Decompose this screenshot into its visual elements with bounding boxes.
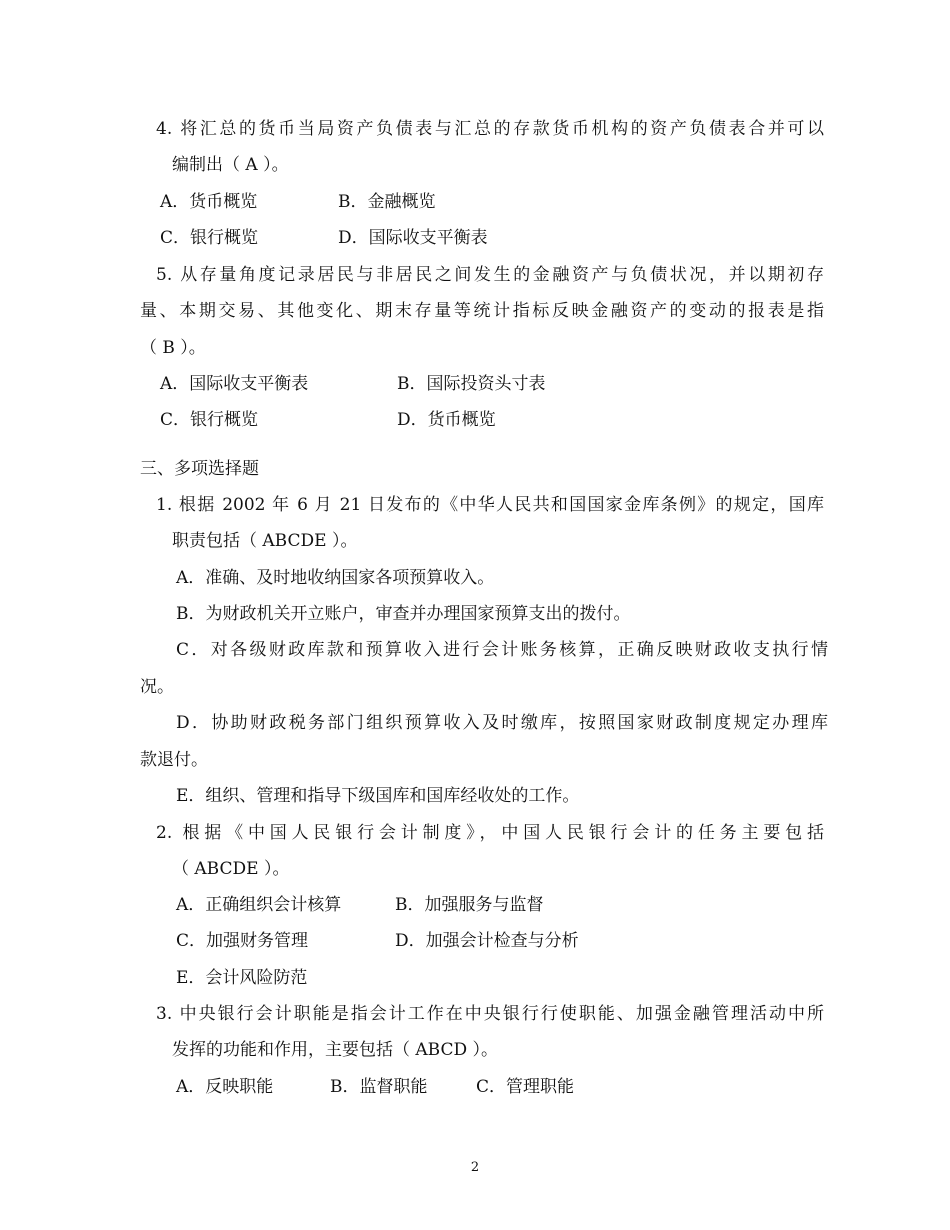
mc-1-option-c-line-1: C．对各级财政库款和预算收入进行会计账务核算，正确反映财政收支执行情	[176, 640, 828, 660]
question-5-line-1: 5. 从存量角度记录居民与非居民之间发生的金融资产与负债状况，并以期初存	[156, 265, 824, 285]
mc-3-line-2: 发挥的功能和作用，主要包括（ ABCD ）。	[172, 1040, 499, 1060]
mc-1-line-2: 职责包括（ ABCDE ）。	[172, 531, 358, 551]
mc-1-option-d-line-1: D．协助财政税务部门组织预算收入及时缴库，按照国家财政制度规定办理库	[176, 713, 828, 733]
mc-1-option-e: E．组织、管理和指导下级国库和国库经收处的工作。	[176, 786, 580, 806]
section-heading: 三、多项选择题	[140, 459, 259, 479]
question-5-option-c: C．银行概览	[160, 410, 259, 430]
question-5-option-d: D．货币概览	[397, 410, 496, 430]
question-4-option-b: B．金融概览	[338, 192, 436, 212]
mc-2-line-2: （ ABCDE ）。	[172, 859, 290, 879]
mc-2-option-b: B．加强服务与监督	[395, 895, 544, 915]
mc-1-option-b: B．为财政机关开立账户，审查并办理国家预算支出的拨付。	[176, 604, 631, 624]
mc-2-option-c: C．加强财务管理	[176, 931, 309, 951]
question-5-option-b: B．国际投资头寸表	[397, 374, 546, 394]
mc-2-option-e: E．会计风险防范	[176, 968, 308, 988]
mc-3-option-b: B．监督职能	[330, 1077, 428, 1097]
mc-2-option-a: A．正确组织会计核算	[176, 895, 342, 915]
mc-1-option-d-line-2: 款退付。	[140, 750, 208, 770]
question-4-line-2: 编制出（ A ）。	[172, 155, 289, 175]
question-5-line-2: 量、本期交易、其他变化、期末存量等统计指标反映金融资产的变动的报表是指	[140, 301, 824, 321]
mc-3-line-1: 3. 中央银行会计职能是指会计工作在中央银行行使职能、加强金融管理活动中所	[156, 1004, 824, 1024]
question-4-option-a: A．货币概览	[160, 192, 258, 212]
mc-1-option-a: A．准确、及时地收纳国家各项预算收入。	[176, 568, 495, 588]
question-4-line-1: 4. 将汇总的货币当局资产负债表与汇总的存款货币机构的资产负债表合并可以	[156, 119, 824, 139]
question-5-option-a: A．国际收支平衡表	[160, 374, 309, 394]
mc-1-option-c-line-2: 况。	[140, 677, 174, 697]
question-4-option-c: C．银行概览	[160, 228, 259, 248]
mc-2-line-1: 2. 根据《中国人民银行会计制度》，中国人民银行会计的任务主要包括	[156, 823, 824, 843]
mc-1-line-1: 1. 根据 2002 年 6 月 21 日发布的《中华人民共和国国家金库条例》的规定，国库	[156, 495, 824, 515]
mc-3-option-c: C．管理职能	[476, 1077, 575, 1097]
question-4-option-d: D．国际收支平衡表	[338, 228, 488, 248]
question-5-line-3: （ B ）。	[140, 338, 206, 358]
mc-2-option-d: D．加强会计检查与分析	[395, 931, 579, 951]
mc-3-option-a: A．反映职能	[176, 1077, 274, 1097]
page-number: 2	[470, 1160, 480, 1175]
